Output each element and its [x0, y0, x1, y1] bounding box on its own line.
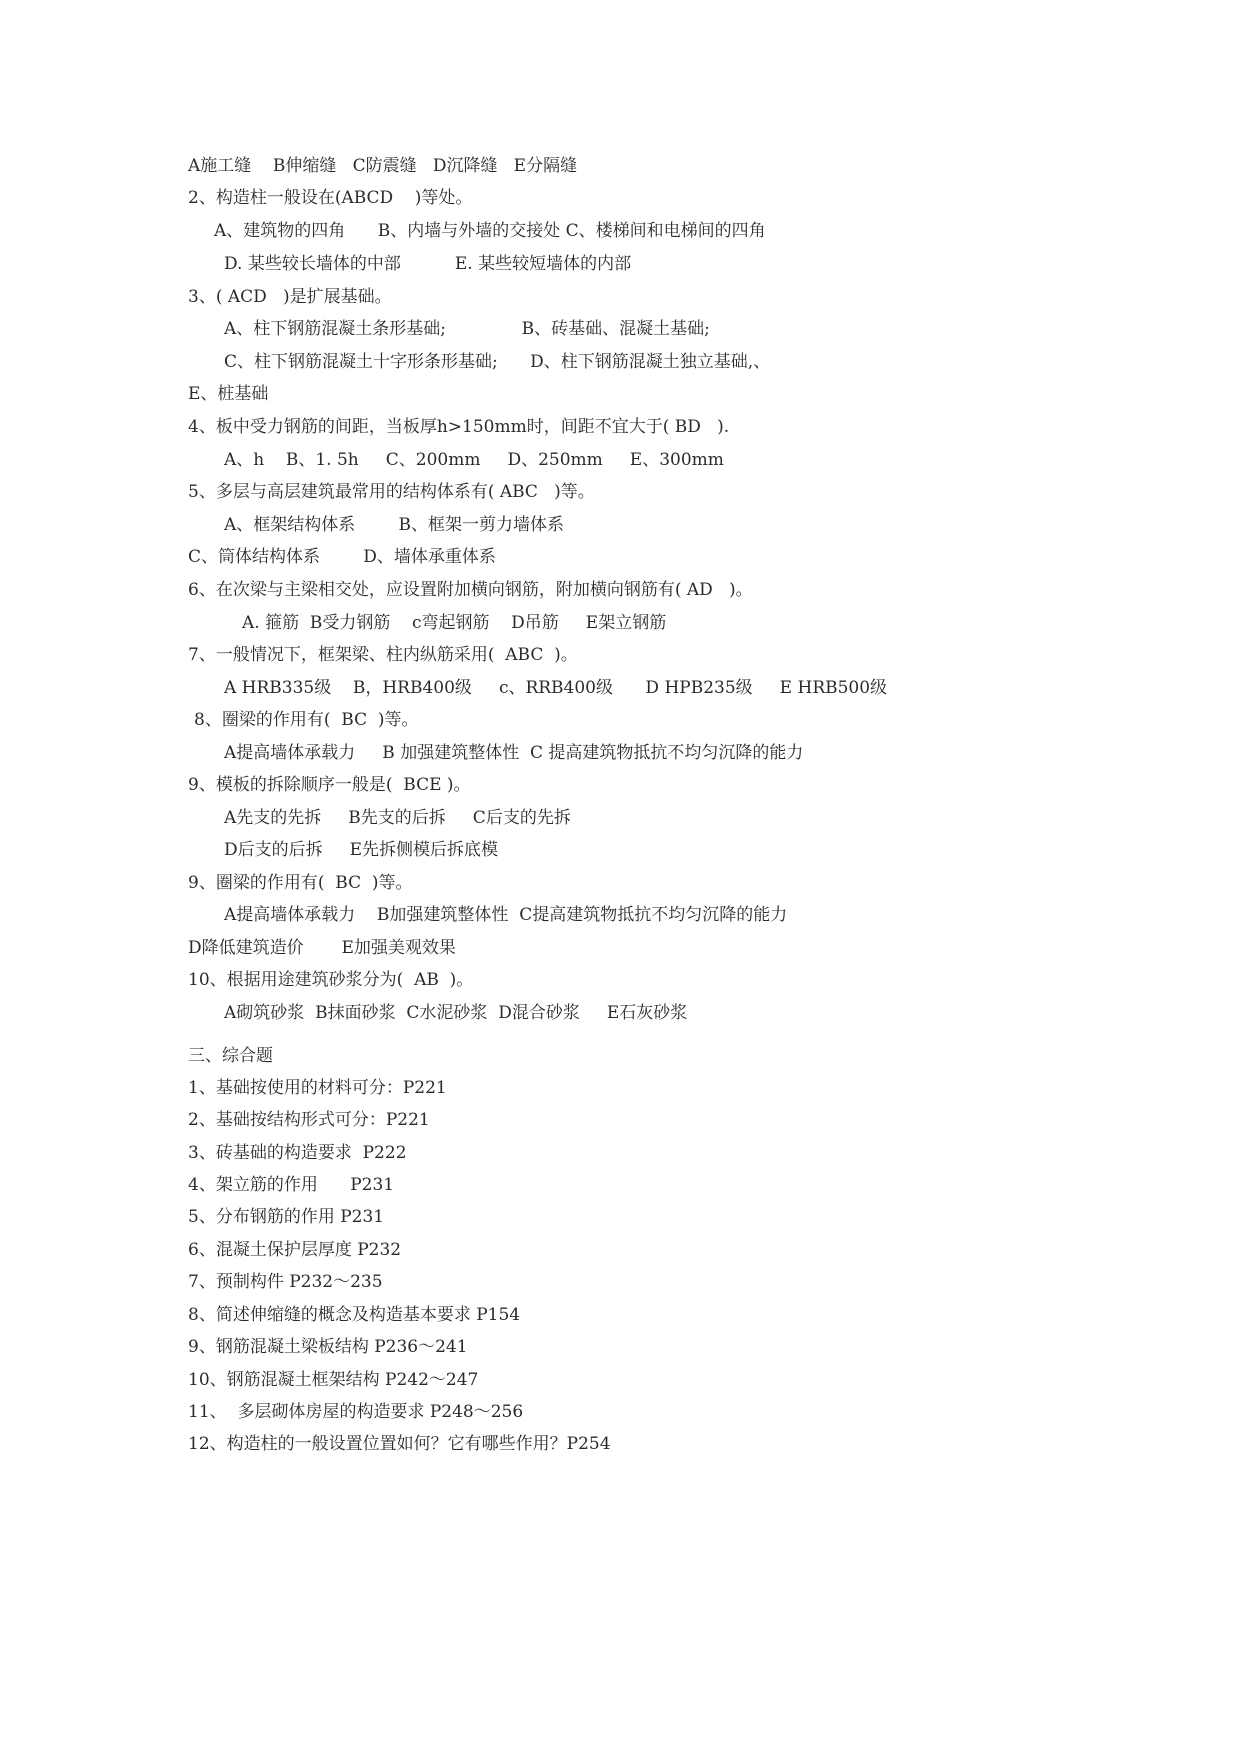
option-line: A、柱下钢筋混凝土条形基础; B、砖基础、混凝土基础; [224, 319, 710, 339]
list-item: 12、构造柱的一般设置位置如何？它有哪些作用？P254 [188, 1434, 611, 1454]
option-line: A、h B、1. 5h C、200mm D、250mm E、300mm [224, 450, 724, 470]
option-line: C、筒体结构体系 D、墙体承重体系 [188, 547, 496, 567]
list-item: 3、砖基础的构造要求 P222 [188, 1143, 407, 1163]
list-item: 7、预制构件 P232～235 [188, 1272, 383, 1292]
question-line: 6、在次梁与主梁相交处，应设置附加横向钢筋，附加横向钢筋有( AD )。 [188, 580, 753, 600]
question-line: 10、根据用途建筑砂浆分为( AB )。 [188, 970, 474, 990]
option-line: E、桩基础 [188, 384, 269, 404]
list-item: 9、钢筋混凝土梁板结构 P236～241 [188, 1337, 468, 1357]
list-item: 4、架立筋的作用 P231 [188, 1175, 395, 1195]
list-item: 8、简述伸缩缝的概念及构造基本要求 P154 [188, 1305, 521, 1325]
question-line: 5、多层与高层建筑最常用的结构体系有( ABC )等。 [188, 482, 595, 502]
option-line: A施工缝 B伸缩缝 C防震缝 D沉降缝 E分隔缝 [188, 156, 578, 176]
question-line: 9、模板的拆除顺序一般是( BCE )。 [188, 775, 471, 795]
option-line: A HRB335级 B，HRB400级 c、RRB400级 D HPB235级 E HRB500级 [224, 678, 888, 698]
option-line: D降低建筑造价 E加强美观效果 [188, 938, 456, 958]
list-item: 1、基础按使用的材料可分：P221 [188, 1078, 447, 1098]
question-line: 9、圈梁的作用有( BC )等。 [188, 873, 413, 893]
option-line: A、框架结构体系 B、框架一剪力墙体系 [224, 515, 564, 535]
option-line: A、建筑物的四角 B、内墙与外墙的交接处 C、楼梯间和电梯间的四角 [214, 221, 766, 241]
option-line: A提高墙体承载力 B加强建筑整体性 C提高建筑物抵抗不均匀沉降的能力 [224, 905, 788, 925]
option-line: D后支的后拆 E先拆侧模后拆底模 [224, 840, 499, 860]
question-line: 8、圈梁的作用有( BC )等。 [194, 710, 419, 730]
option-line: A砌筑砂浆 B抹面砂浆 C水泥砂浆 D混合砂浆 E石灰砂浆 [224, 1003, 688, 1023]
list-item: 2、基础按结构形式可分：P221 [188, 1110, 430, 1130]
list-item: 5、分布钢筋的作用 P231 [188, 1207, 385, 1227]
question-line: 7、一般情况下，框架梁、柱内纵筋采用( ABC )。 [188, 645, 578, 665]
section-heading: 三、综合题 [188, 1046, 273, 1066]
list-item: 6、混凝土保护层厚度 P232 [188, 1240, 402, 1260]
question-line: 2、构造柱一般设在(ABCD )等处。 [188, 188, 473, 208]
option-line: D. 某些较长墙体的中部 E. 某些较短墙体的内部 [224, 254, 632, 274]
question-line: 4、板中受力钢筋的间距，当板厚h>150mm时，间距不宜大于( BD ). [188, 417, 730, 437]
option-line: A提高墙体承载力 B 加强建筑整体性 C 提高建筑物抵抗不均匀沉降的能力 [224, 743, 804, 763]
option-line: C、柱下钢筋混凝土十字形条形基础; D、柱下钢筋混凝土独立基础,、 [224, 352, 771, 372]
option-line: A. 箍筋 B受力钢筋 c弯起钢筋 D吊筋 E架立钢筋 [242, 613, 667, 633]
option-line: A先支的先拆 B先支的后拆 C后支的先拆 [224, 808, 571, 828]
list-item: 10、钢筋混凝土框架结构 P242～247 [188, 1370, 479, 1390]
question-line: 3、( ACD )是扩展基础。 [188, 287, 392, 307]
list-item: 11、 多层砌体房屋的构造要求 P248～256 [188, 1402, 524, 1422]
